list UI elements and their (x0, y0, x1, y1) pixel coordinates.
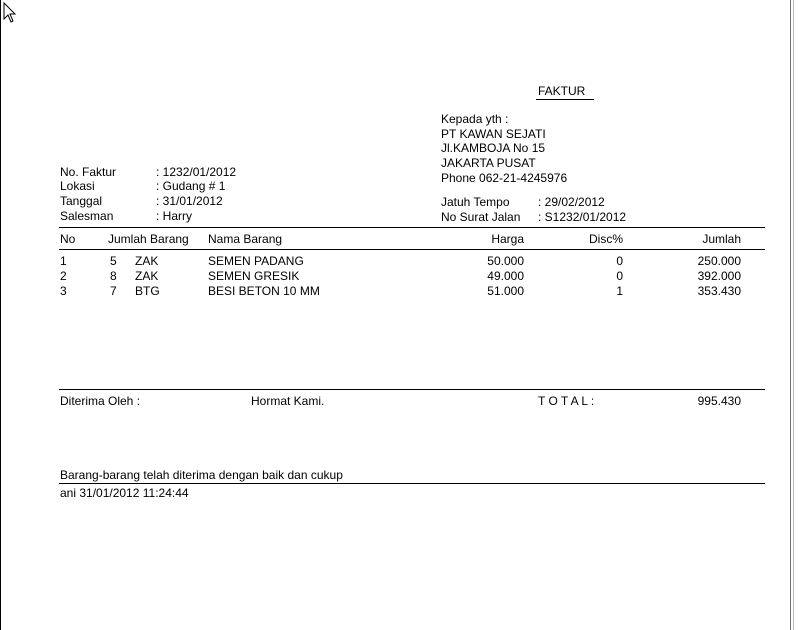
header-no: No (60, 232, 76, 246)
row-item-name: SEMEN PADANG (208, 254, 304, 268)
lokasi-value: : Gudang # 1 (156, 179, 226, 193)
row-disc: 0 (616, 269, 623, 283)
jatuh-tempo-label: Jatuh Tempo (441, 195, 510, 209)
note-rule (59, 483, 765, 484)
row-qty: 5 (110, 254, 117, 268)
title-underline (536, 99, 594, 100)
recipient-name: PT KAWAN SEJATI (441, 127, 546, 141)
window-right-border (790, 0, 809, 630)
header-nama-barang: Nama Barang (208, 232, 283, 246)
row-unit: ZAK (135, 269, 159, 283)
row-no: 1 (60, 254, 67, 268)
recipient-street: Jl.KAMBOJA No 15 (441, 141, 546, 155)
row-harga: 49.000 (487, 269, 524, 283)
row-disc: 1 (616, 284, 623, 298)
row-disc: 0 (616, 254, 623, 268)
no-surat-jalan-value: : S1232/01/2012 (538, 210, 627, 224)
invoice-title: FAKTUR (538, 84, 586, 98)
tanggal-value: : 31/01/2012 (156, 194, 223, 208)
table-top-rule (59, 227, 765, 228)
header-jumlah-barang: Jumlah Barang (108, 232, 189, 246)
footer-top-rule (59, 389, 765, 390)
row-qty: 8 (110, 269, 117, 283)
header-jumlah: Jumlah (702, 232, 741, 246)
recipient-city: JAKARTA PUSAT (441, 156, 536, 170)
header-harga: Harga (491, 232, 524, 246)
row-harga: 51.000 (487, 284, 524, 298)
header-disc: Disc% (588, 232, 623, 246)
row-item-name: SEMEN GRESIK (208, 269, 300, 283)
row-unit: ZAK (135, 254, 159, 268)
jatuh-tempo-value: : 29/02/2012 (538, 195, 605, 209)
receipt-note: Barang-barang telah diterima dengan baik dan cukup (60, 468, 343, 482)
lokasi-label: Lokasi (60, 179, 95, 193)
row-jumlah: 392.000 (697, 269, 741, 283)
row-no: 2 (60, 269, 67, 283)
row-qty: 7 (110, 284, 117, 298)
recipient-phone: Phone 062-21-4245976 (441, 171, 568, 185)
row-jumlah: 250.000 (697, 254, 741, 268)
no-faktur-label: No. Faktur (60, 165, 117, 179)
salesman-value: : Harry (156, 209, 192, 223)
row-no: 3 (60, 284, 67, 298)
recipient-label: Kepada yth : (441, 112, 509, 126)
printed-by: ani 31/01/2012 11:24:44 (60, 486, 189, 500)
tanggal-label: Tanggal (60, 194, 103, 208)
total-value: 995.430 (697, 394, 741, 408)
table-header-rule (59, 249, 765, 250)
no-faktur-value: : 1232/01/2012 (156, 165, 237, 179)
total-label: T O T A L : (538, 394, 595, 408)
hormat-kami-label: Hormat Kami. (251, 394, 325, 408)
row-item-name: BESI BETON 10 MM (208, 284, 320, 298)
mouse-pointer-icon (3, 2, 17, 24)
row-harga: 50.000 (487, 254, 524, 268)
diterima-oleh-label: Diterima Oleh : (60, 394, 141, 408)
no-surat-jalan-label: No Surat Jalan (441, 210, 521, 224)
row-unit: BTG (135, 284, 160, 298)
salesman-label: Salesman (60, 209, 114, 223)
row-jumlah: 353.430 (697, 284, 741, 298)
